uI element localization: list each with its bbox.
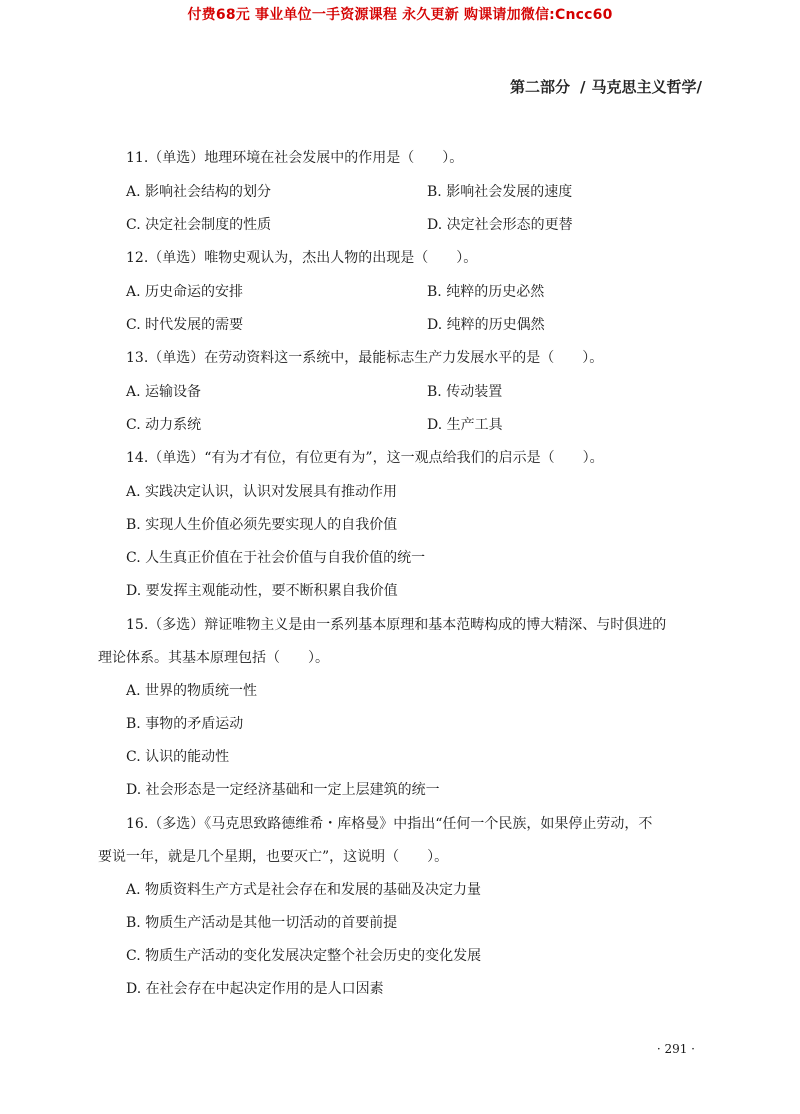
question-stem: 16.（多选）《马克思致路德维希・库格曼》中指出“任何一个民族，如果停止劳动，不 [126,816,653,832]
option-c: C. 物质生产活动的变化发展决定整个社会历史的变化发展 [126,948,482,964]
option-d: D. 要发挥主观能动性，要不断积累自我价值 [126,583,398,599]
question-stem: 15.（多选）辩证唯物主义是由一系列基本原理和基本范畴构成的博大精深、与时俱进的 [126,617,667,633]
header-subject: 马克思主义哲学 [591,78,697,96]
question-stem: 11.（单选）地理环境在社会发展中的作用是（ ）。 [126,150,464,166]
option-b: B. 事物的矛盾运动 [126,716,244,732]
question-stem: 12.（单选）唯物史观认为，杰出人物的出现是（ ）。 [126,250,478,266]
option-a: A. 实践决定认识，认识对发展具有推动作用 [126,484,398,500]
header-separator-end: / [696,78,702,96]
page-header [510,76,702,97]
option-a: A. 运输设备 [126,384,202,400]
option-d: D. 纯粹的历史偶然 [427,317,545,333]
option-b: B. 影响社会发展的速度 [427,184,573,200]
question-stem-continued: 要说一年，就是几个星期，也要灭亡”，这说明（ ）。 [98,849,449,865]
option-d: D. 在社会存在中起决定作用的是人口因素 [126,981,384,997]
option-c: C. 认识的能动性 [126,749,230,765]
question-stem: 14.（单选）“有为才有位，有位更有为”，这一观点给我们的启示是（ ）。 [126,450,604,466]
option-a: A. 影响社会结构的划分 [126,184,272,200]
option-b: B. 纯粹的历史必然 [427,284,545,300]
option-c: C. 动力系统 [126,417,202,433]
option-d: D. 决定社会形态的更替 [427,217,573,233]
option-c: C. 时代发展的需要 [126,317,244,333]
header-separator: / [580,78,586,96]
option-d: D. 生产工具 [427,417,503,433]
option-b: B. 传动装置 [427,384,503,400]
option-c: C. 决定社会制度的性质 [126,217,272,233]
option-a: A. 世界的物质统一性 [126,683,258,699]
question-stem-continued: 理论体系。其基本原理包括（ ）。 [98,650,329,666]
option-b: B. 物质生产活动是其他一切活动的首要前提 [126,915,398,931]
option-a: A. 物质资料生产方式是社会存在和发展的基础及决定力量 [126,882,482,898]
option-c: C. 人生真正价值在于社会价值与自我价值的统一 [126,550,426,566]
promo-banner: 付费68元 事业单位一手资源课程 永久更新 购课请加微信:Cncc60 [187,7,613,23]
header-part: 第二部分 [510,78,571,96]
option-d: D. 社会形态是一定经济基础和一定上层建筑的统一 [126,782,440,798]
option-a: A. 历史命运的安排 [126,284,244,300]
page-number: · 291 · [656,1042,695,1056]
option-b: B. 实现人生价值必须先要实现人的自我价值 [126,517,398,533]
question-stem: 13.（单选）在劳动资料这一系统中，最能标志生产力发展水平的是（ ）。 [126,350,604,366]
